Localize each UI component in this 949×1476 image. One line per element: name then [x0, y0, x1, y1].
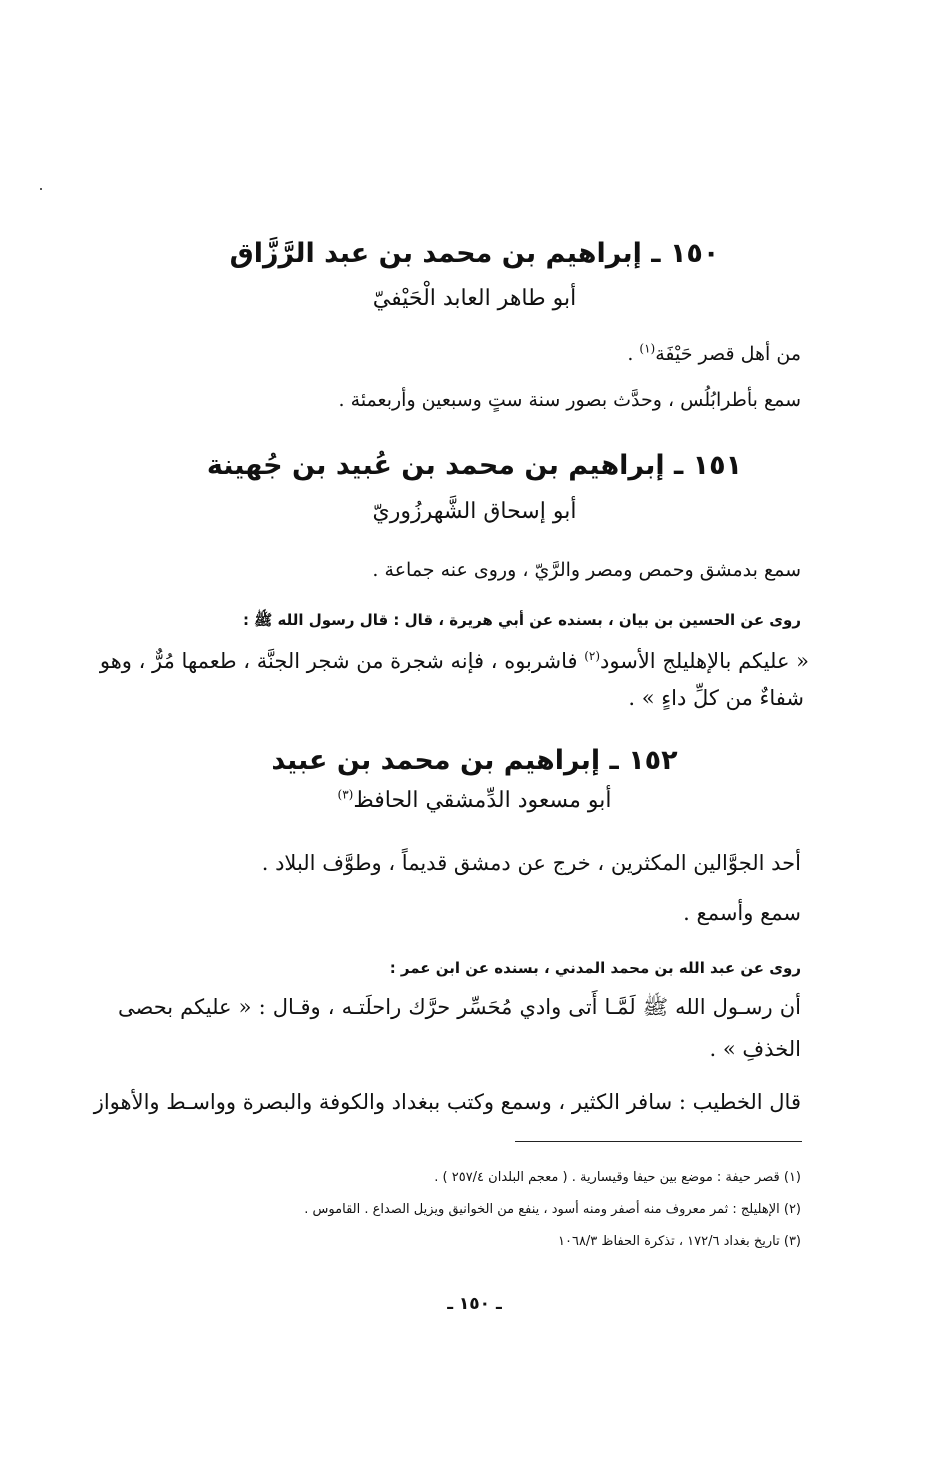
entry-151-hadith-start: « عليكم بالإهليلج الأسود	[600, 649, 809, 673]
entry-152-hadith-line-1: أن رسـول الله ﷺ لَمَّـا أَتى وادي مُحَسِّر حرَّك راحلَتـه ، وقـال : « عليكم بحصى	[118, 995, 801, 1019]
entry-152-heard-line: سمع وأسمع .	[683, 901, 801, 925]
entry-151-heard-line: سمع بدمشق وحمص ومصر والرَّيّ ، وروى عنه جماعة .	[372, 559, 801, 581]
entry-150-title: ١٥٠ ـ إبراهيم بن محمد بن عبد الرَّزَّاق	[229, 238, 720, 269]
entry-152-kunya-line	[100, 788, 849, 813]
entry-151-hadith-line-2: شفاءٌ من كلِّ داءٍ » .	[628, 686, 804, 710]
footnote-mark-1: (١)	[639, 341, 656, 356]
entry-150-origin-line	[627, 343, 801, 365]
entry-150-kunya: أبو طاهر العابد الْحَيْفيّ	[372, 286, 577, 311]
entry-151-kunya: أبو إسحاق الشَّهرزُوريّ	[372, 499, 577, 524]
entry-150-origin-text: من أهل قصر حَيْفَة	[655, 343, 801, 365]
footnote-2: (٢) الإهليلج : ثمر معروف منه أصفر ومنه أسود ، ينفع من الخوانيق ويزيل الصداع . القاموس .	[304, 1202, 801, 1217]
entry-151-hadith-rest: فاشربوه ، فإنه شجرة من شجر الجنَّة ، طعمها مُرٌّ ، وهو	[99, 649, 585, 673]
entry-152-isnad-line: روى عن عبد الله بن محمد المدني ، بسنده عن ابن عمر :	[389, 959, 801, 977]
footnote-1: (١) قصر حيفة : موضع بين حيفا وقيسارية . ( معجم البلدان ٢٥٧/٤ ) .	[434, 1170, 801, 1185]
entry-151-title: ١٥١ ـ إبراهيم بن محمد بن عُبيد بن جُهينة	[206, 450, 743, 481]
page-number: ـ ١٥٠ ـ	[447, 1294, 502, 1314]
entry-152-khatib-line: قال الخطيب : سافر الكثير ، وسمع وكتب ببغداد والكوفة والبصرة وواسـط والأهواز	[93, 1090, 801, 1114]
entry-152-travel-line: أحد الجوَّالين المكثرين ، خرج عن دمشق قديماً ، وطوَّف البلاد .	[261, 851, 801, 875]
entry-152-title: ١٥٢ ـ إبراهيم بن محمد بن عبيد	[271, 745, 678, 776]
entry-152-kunya: أبو مسعود الدِّمشقي الحافظ	[353, 788, 612, 813]
footnote-mark-3: (٣)	[337, 787, 354, 802]
entry-150-narration-line: سمع بأطرابُلُس ، وحدَّث بصور سنة ستٍ وسبعين وأربعمئة .	[338, 389, 801, 411]
footnote-mark-2: (٢)	[584, 649, 601, 663]
footnote-3: (٣) تاريخ بغداد ١٧٢/٦ ، تذكرة الحفاظ ١٠٦٨/٣	[558, 1234, 801, 1249]
footnote-separator	[515, 1141, 802, 1142]
entry-150-origin-tail: .	[627, 343, 640, 365]
scan-speck	[40, 188, 42, 190]
entry-151-isnad-line: روى عن الحسين بن بيان ، بسنده عن أبي هريرة ، قال : قال رسول الله ﷺ :	[242, 611, 801, 629]
entry-152-hadith-line-2: الخذفِ » .	[709, 1037, 801, 1061]
entry-151-hadith-line-1	[100, 649, 809, 673]
